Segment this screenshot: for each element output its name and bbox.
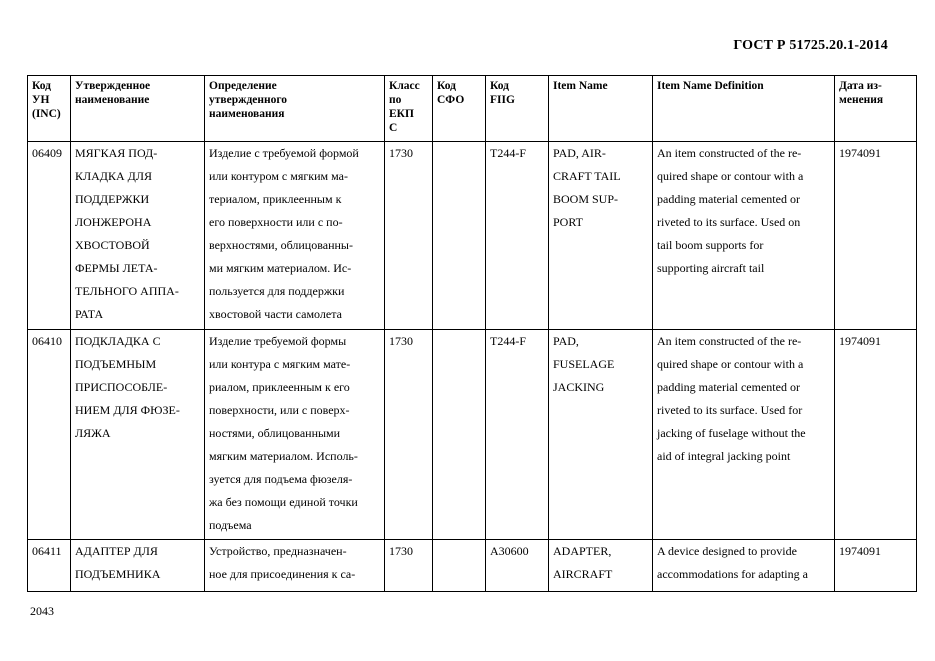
page-number: 2043 xyxy=(30,604,54,618)
table-row xyxy=(28,540,917,592)
col-header-change-date: Дата из- менения xyxy=(835,76,917,142)
cell-change-date: 1974091 xyxy=(835,142,917,330)
cell-item-name-definition: A device designed to provide accommodations for adapting a xyxy=(653,540,835,592)
cell-approved-name: АДАПТЕР ДЛЯ ПОДЪЕМНИКА xyxy=(71,540,205,592)
col-header-class: Класс по ЕКП С xyxy=(385,76,433,142)
cell-fiig: T244-F xyxy=(486,330,549,540)
cell-code: 06410 xyxy=(28,330,71,540)
cell-approved-name: ПОДКЛАДКА С ПОДЪЕМНЫМ ПРИСПОСОБЛЕ- НИЕМ ДЛЯ ФЮЗЕ- ЛЯЖА xyxy=(71,330,205,540)
col-header-definition: Определение утвержденного наименования xyxy=(205,76,385,142)
cell-definition: Изделие с требуемой формой или контуром с мягким ма- териалом, приклеенным к его поверхности или с по- верхностями, облицованны- ми мягким материалом. Ис- пользуется для поддержки хвостовой части самолета xyxy=(205,142,385,330)
cell-item-name-definition: An item constructed of the re- quired shape or contour with a padding material cemented or riveted to its surface. Used on tail boom supports for supporting aircraft tail xyxy=(653,142,835,330)
cell-definition: Изделие требуемой формы или контура с мягким мате- риалом, приклеенным к его поверхности, или с поверх- ностями, облицованными мягким материалом. Исполь- зуется для подъема фюзеля- жа без помощи единой точки подъема xyxy=(205,330,385,540)
cell-sfo xyxy=(433,142,486,330)
cell-approved-name: МЯГКАЯ ПОД- КЛАДКА ДЛЯ ПОДДЕРЖКИ ЛОНЖЕРОНА ХВОСТОВОЙ ФЕРМЫ ЛЕТА- ТЕЛЬНОГО АППА- РАТА xyxy=(71,142,205,330)
cell-change-date: 1974091 xyxy=(835,330,917,540)
col-header-sfo: Код СФО xyxy=(433,76,486,142)
col-header-code: Код УН (INC) xyxy=(28,76,71,142)
col-header-item-name: Item Name xyxy=(549,76,653,142)
cell-fiig: T244-F xyxy=(486,142,549,330)
cell-item-name-definition: An item constructed of the re- quired shape or contour with a padding material cemented or riveted to its surface. Used for jacking of fuselage without the aid of integral jacking point xyxy=(653,330,835,540)
cell-sfo xyxy=(433,330,486,540)
cell-code: 06411 xyxy=(28,540,71,592)
cell-class: 1730 xyxy=(385,142,433,330)
cell-change-date: 1974091 xyxy=(835,540,917,592)
cell-item-name: ADAPTER, AIRCRAFT xyxy=(549,540,653,592)
cell-item-name: PAD, FUSELAGE JACKING xyxy=(549,330,653,540)
col-header-fiig: Код FIIG xyxy=(486,76,549,142)
document-code: ГОСТ Р 51725.20.1-2014 xyxy=(733,38,888,53)
cell-item-name: PAD, AIR- CRAFT TAIL BOOM SUP- PORT xyxy=(549,142,653,330)
col-header-item-name-definition: Item Name Definition xyxy=(653,76,835,142)
col-header-approved-name: Утвержденное наименование xyxy=(71,76,205,142)
table-row xyxy=(28,142,917,330)
catalog-table xyxy=(27,75,917,592)
cell-fiig: A30600 xyxy=(486,540,549,592)
cell-code: 06409 xyxy=(28,142,71,330)
cell-definition: Устройство, предназначен- ное для присоединения к са- xyxy=(205,540,385,592)
cell-class: 1730 xyxy=(385,540,433,592)
table-header-row xyxy=(28,76,917,142)
cell-class: 1730 xyxy=(385,330,433,540)
table-row xyxy=(28,330,917,540)
cell-sfo xyxy=(433,540,486,592)
